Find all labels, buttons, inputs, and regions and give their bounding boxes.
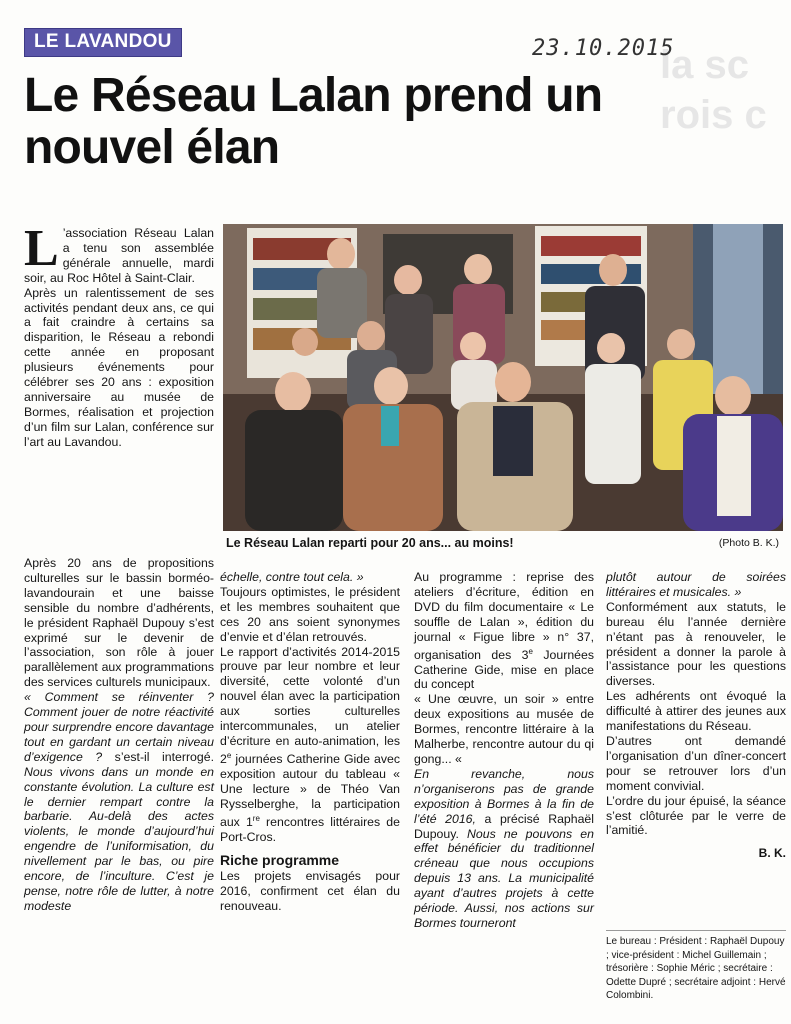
- quote-paragraph: [414, 767, 594, 931]
- quote-paragraph: [24, 690, 214, 914]
- superscript: e: [528, 646, 533, 656]
- headline: Le Réseau Lalan prend un nouvel élan: [24, 69, 603, 174]
- quote-end: échelle, contre tout cela. »: [220, 570, 364, 584]
- paragraph: L’ordre du jour épuisé, la séance s’est clôturée par le verre de l’amitié.: [606, 793, 786, 838]
- adjacent-page-bleed: la sc rois c: [660, 43, 767, 137]
- handwritten-date: 23.10.2015: [532, 36, 675, 61]
- photo-caption: Le Réseau Lalan reparti pour 20 ans... au moins!: [226, 536, 514, 550]
- superscript: re: [252, 813, 260, 823]
- article-column-3: [414, 570, 594, 931]
- paragraph: Après un ralentissement de ses activités pendant deux ans, ce qui a fait craindre à certains sa disparition, le Réseau a rebondi cette année en proposant plusieurs événements pour célébrer ses 20 ans : exposition anniversaire au musée de Bormes, réalisation et projection d’un film sur Lalan, conférence sur l’art au Lavandou.: [24, 285, 214, 449]
- intro-paragraph: [24, 220, 214, 286]
- text-run: Le rapport d’activités 2014-2015 prouve par leur nombre et leur diversité, cette volonté d’un nouvel élan avec la participation aux sorties culturelles intercommunales, un atelier d’écriture en auto-animation, les 2: [220, 644, 400, 766]
- board-members-box: Le bureau : Président : Raphaël Dupouy ; vice-président : Michel Guillemain ; trésorière : Sophie Méric ; secrétaire : Odette Dupré ; secrétaire adjoint : Hervé Colombini.: [606, 930, 786, 1003]
- text-run: journées Catherine Gide avec exposition autour du tableau « Une lecture » de Théo Van Rysselberghe, la participation aux 1: [220, 751, 400, 829]
- subheading: Riche programme: [220, 851, 340, 868]
- article-column-1-top: [24, 220, 214, 450]
- paragraph: D’autres ont demandé l’organisation d’un dîner-concert pour se retrouver lors d’un moment convivial.: [606, 733, 786, 793]
- paragraph: [414, 570, 594, 692]
- paragraph: « Une œuvre, un soir » entre deux expositions au musée de Bormes, rencontre littéraire à la Malherbe, rencontre autour du qi gong... «: [414, 692, 594, 766]
- quote-text: Nous vivons dans un monde en constante évolution. La culture est le dernier rempart contre la barbarie. Au-delà des actes violents, le monde d’aujourd’hui engendre de l’uniformisation, du nivellement par le bas, ou pire encore, de l’inculture. C’est je pense, notre rôle de lutter, à notre modeste: [24, 764, 214, 913]
- paragraph: [220, 645, 400, 845]
- quote-text: « Comment se réinventer ? Comment jouer de notre réactivité pour surprendre encore davantage tout en gardant un certain niveau d’exigence ?: [24, 690, 214, 764]
- quote-text: En revanche, nous n’organiserons pas de grande exposition à Bormes à la fin de l’été 2016,: [414, 766, 594, 826]
- paragraph: Toujours optimistes, le président et les membres souhaitent que ces 20 ans soient synonymes d’envie et d’élan retrouvés.: [220, 584, 400, 644]
- quote-end: plutôt autour de soirées littéraires et musicales. »: [606, 570, 786, 599]
- group-photo: [223, 224, 783, 531]
- attribution-text: a précisé Raphaël Dupouy.: [414, 811, 595, 841]
- attribution-text: s’est-il interrogé.: [102, 749, 214, 764]
- author-signature: B. K.: [758, 846, 786, 861]
- paragraph: Les projets envisagés pour 2016, confirment cet élan du renouveau.: [220, 869, 400, 914]
- intro-text: ’association Réseau Lalan a tenu son assemblée générale annuelle, mardi soir, au Roc Hôtel à Saint-Clair.: [24, 226, 214, 285]
- section-kicker: LE LAVANDOU: [24, 28, 182, 57]
- text-run: rencontres littéraires de Port-Cros.: [220, 814, 400, 844]
- photo-credit: (Photo B. K.): [718, 537, 779, 549]
- superscript: e: [226, 750, 232, 760]
- text-run: Au programme : reprise des ateliers d’écriture, édition en DVD du film documentaire « Le souffle de Lalan », édition du journal « Figue libre » n° 37, organisation des 3: [414, 570, 594, 662]
- paragraph: Les adhérents ont évoqué la difficulté à attirer des jeunes aux manifestations du Réseau.: [606, 689, 786, 734]
- article-column-2: [220, 570, 400, 914]
- quote-text: Nous ne pouvons en effet bénéficier du traditionnel créneau que nous occupions depuis 13 ans. La municipalité ayant d’autres projets à cette période. Aussi, nos actions sur Bormes tourneront: [414, 826, 594, 930]
- article-column-1-bottom: [24, 556, 214, 914]
- drop-cap: L: [24, 220, 59, 277]
- article-column-4: [606, 570, 786, 861]
- paragraph: Conformément aux statuts, le bureau élu l’année dernière n’étant pas à renouveler, le président a donner la parole à l’assistance pour les questions diverses.: [606, 599, 786, 689]
- text-run: Journées Catherine Gide, mise en place du concept: [414, 647, 594, 692]
- paragraph: Après 20 ans de propositions culturelles sur le bassin borméo-lavandourain et une baisse sensible du nombre d’adhérents, le président Raphaël Dupouy s’est exprimé sur le devenir de l’association, son rôle à jouer parallèlement aux programmations des services culturels municipaux.: [24, 556, 214, 690]
